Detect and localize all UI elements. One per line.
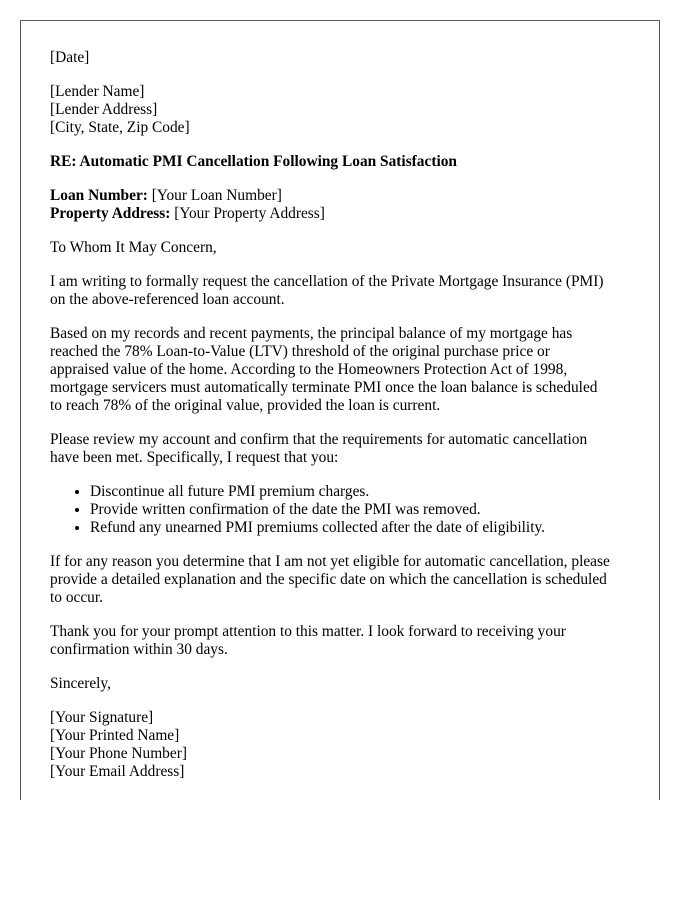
phone-number: [Your Phone Number]: [50, 745, 187, 762]
property-address-value: [Your Property Address]: [170, 205, 325, 222]
loan-number-label: Loan Number:: [50, 187, 148, 204]
spacer: [50, 659, 640, 675]
paragraph-line: appraised value of the home. According to the Homeowners Protection Act of 1998,: [50, 361, 568, 378]
property-address-label: Property Address:: [50, 205, 171, 222]
paragraph-line: to occur.: [50, 589, 103, 606]
spacer: [50, 467, 640, 483]
paragraph-line: Thank you for your prompt attention to this matter. I look forward to receiving your: [50, 623, 566, 640]
signature: [Your Signature]: [50, 709, 154, 726]
loan-number-value: [Your Loan Number]: [147, 187, 282, 204]
lender-city-state-zip: [City, State, Zip Code]: [50, 119, 190, 136]
subject-line: RE: Automatic PMI Cancellation Following Loan Satisfaction: [50, 153, 457, 170]
letter-page: [20, 20, 660, 800]
spacer: [50, 67, 640, 83]
spacer: [50, 693, 640, 709]
paragraph-line: If for any reason you determine that I am not yet eligible for automatic cancellation, please: [50, 553, 610, 570]
paragraph-review: [50, 431, 640, 467]
closing: Sincerely,: [50, 675, 111, 692]
paragraph-line: I am writing to formally request the cancellation of the Private Mortgage Insurance (PMI): [50, 273, 604, 290]
spacer: [50, 223, 640, 239]
paragraph-line: provide a detailed explanation and the specific date on which the cancellation is scheduled: [50, 571, 607, 588]
paragraph-ineligible: [50, 553, 640, 607]
spacer: [50, 607, 640, 623]
salutation: To Whom It May Concern,: [50, 239, 217, 256]
paragraph-line: mortgage servicers must automatically terminate PMI once the loan balance is scheduled: [50, 379, 598, 396]
paragraph-line: on the above-referenced loan account.: [50, 291, 285, 308]
recipient-block: [50, 83, 640, 137]
loan-number-line: [50, 187, 640, 205]
paragraph-line: have been met. Specifically, I request that you:: [50, 449, 339, 466]
spacer: [50, 171, 640, 187]
spacer: [50, 137, 640, 153]
paragraph-justification: [50, 325, 640, 415]
lender-name: [Lender Name]: [50, 83, 145, 100]
signature-block: [50, 709, 640, 781]
letter-body: [50, 49, 640, 781]
paragraph-request: [50, 273, 640, 309]
paragraph-line: confirmation within 30 days.: [50, 641, 228, 658]
list-item: • Discontinue all future PMI premium charges.: [90, 483, 640, 501]
email-address: [Your Email Address]: [50, 763, 185, 780]
spacer: [50, 257, 640, 273]
paragraph-line: to reach 78% of the original value, provided the loan is current.: [50, 397, 441, 414]
list-item: • Refund any unearned PMI premiums collected after the date of eligibility.: [90, 519, 640, 537]
spacer: [50, 415, 640, 431]
spacer: [50, 537, 640, 553]
lender-address: [Lender Address]: [50, 101, 158, 118]
loan-details: [50, 187, 640, 223]
paragraph-line: reached the 78% Loan-to-Value (LTV) threshold of the original purchase price or: [50, 343, 550, 360]
paragraph-line: Please review my account and confirm that the requirements for automatic cancellation: [50, 431, 588, 448]
paragraph-thanks: [50, 623, 640, 659]
paragraph-line: Based on my records and recent payments, the principal balance of my mortgage has: [50, 325, 573, 342]
request-list: [50, 483, 640, 537]
printed-name: [Your Printed Name]: [50, 727, 180, 744]
property-address-line: [50, 205, 640, 223]
letter-date: [Date]: [50, 49, 90, 66]
list-item: • Provide written confirmation of the date the PMI was removed.: [90, 501, 640, 519]
spacer: [50, 309, 640, 325]
